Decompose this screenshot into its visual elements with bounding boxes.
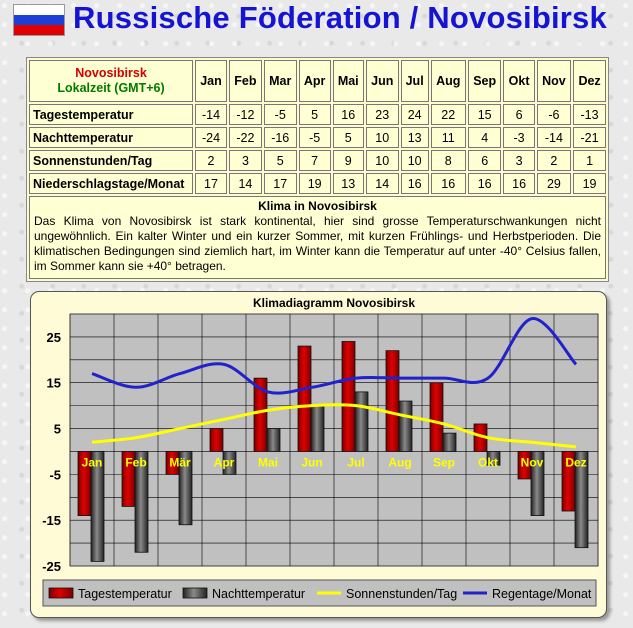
table-cell: 2 [195, 150, 227, 171]
x-tick-label: Okt [477, 455, 499, 470]
month-header: Jul [401, 60, 429, 102]
table-cell: 8 [431, 150, 466, 171]
city-header-cell [29, 60, 193, 102]
table-cell: 16 [468, 173, 502, 194]
month-header: Dez [573, 60, 606, 102]
month-header: Apr [299, 60, 331, 102]
table-cell: 16 [431, 173, 466, 194]
table-cell: 4 [468, 127, 502, 148]
month-header: Mar [264, 60, 297, 102]
y-tick-label: -5 [49, 467, 61, 483]
month-header: Nov [537, 60, 571, 102]
table-row [29, 104, 606, 125]
row-label: Tagestemperatur [29, 104, 193, 125]
climate-chart [30, 291, 607, 618]
table-cell: 3 [229, 150, 262, 171]
month-header: Mai [333, 60, 364, 102]
table-cell: 16 [333, 104, 364, 125]
x-tick-label: Jul [347, 455, 365, 470]
table-cell: -13 [573, 104, 606, 125]
table-cell: -5 [299, 127, 331, 148]
table-row [29, 173, 606, 194]
table-cell: 5 [333, 127, 364, 148]
table-cell: 10 [401, 150, 429, 171]
table-cell: -14 [537, 127, 571, 148]
table-cell: 6 [503, 104, 534, 125]
x-tick-label: Mai [257, 455, 279, 470]
month-header: Okt [503, 60, 534, 102]
table-cell: 2 [537, 150, 571, 171]
bar-nachttemperatur [311, 406, 324, 452]
table-cell: 7 [299, 150, 331, 171]
x-tick-label: Feb [125, 455, 147, 470]
month-header: Feb [229, 60, 262, 102]
table-cell: 16 [401, 173, 429, 194]
table-cell: -12 [229, 104, 262, 125]
table-cell: 14 [366, 173, 399, 194]
table-cell: 16 [503, 173, 534, 194]
table-cell: 13 [401, 127, 429, 148]
legend-label: Nachttemperatur [212, 587, 306, 601]
table-cell: -14 [195, 104, 227, 125]
table-cell: 17 [195, 173, 227, 194]
table-cell: 13 [333, 173, 364, 194]
climate-table [26, 57, 609, 282]
x-tick-label: Apr [213, 455, 235, 470]
bar-tagestemperatur [210, 429, 223, 452]
legend-label: Regentage/Monat [492, 587, 592, 601]
table-cell: 10 [366, 127, 399, 148]
x-tick-label: Nov [520, 455, 544, 470]
x-tick-label: Jan [81, 455, 103, 470]
y-tick-label: 5 [53, 421, 61, 437]
legend-label: Tagestemperatur [78, 587, 172, 601]
table-cell: 5 [264, 150, 297, 171]
table-cell: 6 [468, 150, 502, 171]
table-cell: 3 [503, 150, 534, 171]
description-row [29, 196, 606, 279]
bar-nachttemperatur [443, 433, 456, 451]
table-cell: 10 [366, 150, 399, 171]
table-row [29, 150, 606, 171]
y-tick-label: 25 [46, 329, 61, 345]
description-text: Das Klima von Novosibirsk ist stark kontinental, hier sind grosse Temperaturschwankungen nicht ungewöhnlich. Ein kalter Winter und ein kurzer Sommer, mit kurzen Frühlings- und Herbstperioden. Die klimatischen Bedingungen sind ziemlich hart, im Winter kann die Temperatur auf unter -40° Celsius fallen, im Sommer kann sie +40° betragen. [34, 214, 601, 273]
table-cell: 9 [333, 150, 364, 171]
x-tick-label: Dez [565, 455, 587, 470]
x-tick-label: Aug [388, 455, 412, 470]
flag-stripe-white [14, 5, 64, 15]
y-tick-label: 15 [46, 375, 61, 391]
bar-tagestemperatur [298, 346, 311, 451]
table-cell: 19 [299, 173, 331, 194]
table-cell: 5 [299, 104, 331, 125]
table-cell: -3 [503, 127, 534, 148]
city-name: Novosibirsk [75, 66, 147, 80]
row-label: Nachttemperatur [29, 127, 193, 148]
month-header: Jun [366, 60, 399, 102]
climate-description [29, 196, 606, 279]
table-cell: -16 [264, 127, 297, 148]
table-cell: 17 [264, 173, 297, 194]
month-header: Jan [195, 60, 227, 102]
chart-title: Klimadiagramm Novosibirsk [252, 296, 416, 310]
table-cell: 24 [401, 104, 429, 125]
description-title: Klima in Novosibirsk [258, 199, 377, 213]
month-header: Sep [468, 60, 502, 102]
table-cell: 14 [229, 173, 262, 194]
x-tick-label: Sep [432, 455, 456, 470]
bar-tagestemperatur [430, 383, 443, 452]
row-label: Niederschlagstage/Monat [29, 173, 193, 194]
row-label: Sonnenstunden/Tag [29, 150, 193, 171]
legend-label: Sonnenstunden/Tag [346, 587, 458, 601]
table-header-row [29, 60, 606, 102]
bar-nachttemperatur [399, 401, 412, 451]
bar-tagestemperatur [342, 341, 355, 451]
flag-stripe-blue [14, 15, 64, 25]
russia-flag-icon [13, 4, 65, 36]
page-title: Russische Föderation / Novosibirsk [73, 0, 607, 35]
legend-swatch [183, 588, 207, 598]
legend-swatch [49, 588, 73, 598]
table-row [29, 127, 606, 148]
table-cell: 11 [431, 127, 466, 148]
y-tick-label: -15 [42, 513, 61, 529]
x-tick-label: Mär [169, 455, 191, 470]
table-cell: -6 [537, 104, 571, 125]
bar-nachttemperatur [267, 429, 280, 452]
y-tick-label: -25 [42, 559, 61, 574]
table-cell: 23 [366, 104, 399, 125]
table-cell: -21 [573, 127, 606, 148]
table-cell: -5 [264, 104, 297, 125]
bar-tagestemperatur [386, 351, 399, 452]
chart-svg [31, 292, 606, 617]
x-tick-label: Jun [301, 455, 323, 470]
table-cell: -22 [229, 127, 262, 148]
table-cell: 15 [468, 104, 502, 125]
table-cell: 19 [573, 173, 606, 194]
table-cell: -24 [195, 127, 227, 148]
flag-stripe-red [14, 25, 64, 35]
month-header: Aug [431, 60, 466, 102]
table-cell: 1 [573, 150, 606, 171]
timezone-label: Lokalzeit (GMT+6) [57, 81, 165, 95]
table-cell: 29 [537, 173, 571, 194]
table-cell: 22 [431, 104, 466, 125]
bar-nachttemperatur [355, 392, 368, 452]
